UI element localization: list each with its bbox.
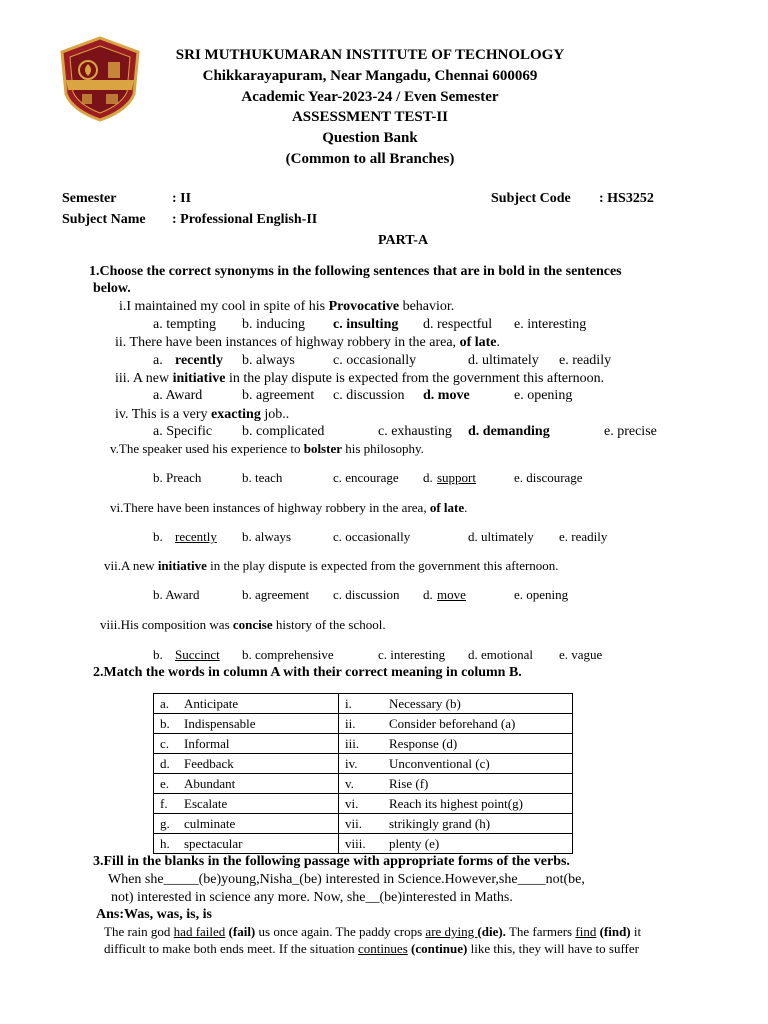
subject-name-value: : Professional English-II xyxy=(172,212,318,227)
question-item: vi.There have been instances of highway robbery in the area, of late. xyxy=(110,500,468,515)
table-row: d. Feedback iv. Unconventional (c) xyxy=(154,754,573,774)
option: b. Preach xyxy=(153,470,202,485)
q3-line1: When she_____(be)young,Nisha_(be) interested in Science.However,she____not(be, xyxy=(108,872,585,887)
table-row: c. Informal iii. Response (d) xyxy=(154,734,573,754)
option: d. ultimately xyxy=(468,529,534,544)
question-item: ii. There have been instances of highway robbery in the area, of late. xyxy=(115,335,500,350)
option: c. discussion xyxy=(333,388,405,403)
option: c. exhausting xyxy=(378,424,452,439)
option: b. always xyxy=(242,529,292,544)
q2-title: 2.Match the words in column A with their correct meaning in column B. xyxy=(93,665,522,680)
option: b. Award xyxy=(153,587,200,602)
option-answer: c. insulting xyxy=(333,317,399,332)
option: b. xyxy=(153,529,163,544)
option: e. readily xyxy=(559,529,608,544)
test-title: ASSESSMENT TEST-II xyxy=(291,109,449,125)
option: c. occasionally xyxy=(333,529,411,544)
table-row: b. Indispensable ii. Consider beforehand (a) xyxy=(154,714,573,734)
option: d. ultimately xyxy=(468,353,539,368)
option: b. xyxy=(153,647,163,662)
option: c. encourage xyxy=(333,470,399,485)
option: d. xyxy=(423,470,433,485)
scope: (Common to all Branches) xyxy=(285,151,455,167)
option: d. emotional xyxy=(468,647,533,662)
question-item: viii.His composition was concise history of the school. xyxy=(100,617,386,632)
option: a. Award xyxy=(153,388,203,403)
part-title: PART-A xyxy=(378,233,429,248)
semester-value: : II xyxy=(172,191,192,206)
option: d. respectful xyxy=(423,317,493,332)
option-answer: d. demanding xyxy=(468,424,550,439)
option: a. xyxy=(153,353,163,368)
option: c. occasionally xyxy=(333,353,417,368)
option: b. complicated xyxy=(242,424,325,439)
q3-title: 3.Fill in the blanks in the following passage with appropriate forms of the verbs. xyxy=(93,854,570,869)
option: b. always xyxy=(242,353,295,368)
q1-title-cont: below. xyxy=(93,281,131,296)
subject-code-value: : HS3252 xyxy=(599,191,654,206)
option-answer: support xyxy=(437,470,476,485)
table-row: g. culminate vii. strikingly grand (h) xyxy=(154,814,573,834)
table-row: a. Anticipate i. Necessary (b) xyxy=(154,694,573,714)
option: c. discussion xyxy=(333,587,400,602)
subject-code-label: Subject Code xyxy=(491,191,571,206)
option-answer: Succinct xyxy=(175,647,220,662)
option: e. vague xyxy=(559,647,603,662)
institute-name: SRI MUTHUKUMARAN INSTITUTE OF TECHNOLOGY xyxy=(175,47,565,63)
table-row: f. Escalate vi. Reach its highest point(g) xyxy=(154,794,573,814)
table-row: h. spectacular viii. plenty (e) xyxy=(154,834,573,854)
q3-line2: not) interested in science any more. Now, she__(be)interested in Maths. xyxy=(111,890,513,905)
option: b. agreement xyxy=(242,388,315,403)
passage-line1: The rain god had failed (fail) us once again. The paddy crops are dying (die). The farmers find (find) it xyxy=(104,924,642,939)
match-table xyxy=(153,693,573,854)
question-item: iii. A new initiative in the play dispute is expected from the government this afternoon. xyxy=(115,371,605,386)
doc-type: Question Bank xyxy=(322,130,418,146)
option: c. interesting xyxy=(378,647,446,662)
question-item: iv. This is a very exacting job.. xyxy=(115,407,290,422)
option: b. agreement xyxy=(242,587,310,602)
q1-title: 1.Choose the correct synonyms in the following sentences that are in bold in the sentences xyxy=(89,264,622,279)
option: b. inducing xyxy=(242,317,305,332)
subject-name-label: Subject Name xyxy=(62,212,146,227)
option: a. tempting xyxy=(153,317,216,332)
academic-year: Academic Year-2023-24 / Even Semester xyxy=(241,89,499,105)
option: e. discourage xyxy=(514,470,583,485)
option: e. opening xyxy=(514,388,573,403)
semester-label: Semester xyxy=(62,191,117,206)
question-item: i.I maintained my cool in spite of his Provocative behavior. xyxy=(119,299,455,314)
q3-answer: Ans:Was, was, is, is xyxy=(96,907,212,922)
question-item: v.The speaker used his experience to bolster his philosophy. xyxy=(110,441,424,456)
table-row: e. Abundant v. Rise (f) xyxy=(154,774,573,794)
option: e. precise xyxy=(604,424,657,439)
option: e. readily xyxy=(559,353,612,368)
option: b. comprehensive xyxy=(242,647,334,662)
option-answer: recently xyxy=(175,353,223,368)
option-answer: recently xyxy=(175,529,217,544)
option: a. Specific xyxy=(153,424,213,439)
option: e. interesting xyxy=(514,317,587,332)
option: e. opening xyxy=(514,587,569,602)
option: b. teach xyxy=(242,470,283,485)
option-answer: move xyxy=(437,587,466,602)
option: d. xyxy=(423,587,433,602)
institute-address: Chikkarayapuram, Near Mangadu, Chennai 600069 xyxy=(202,68,538,84)
passage-line2: difficult to make both ends meet. If the situation continues (continue) like this, they will have to suffer xyxy=(104,941,639,956)
option-answer: d. move xyxy=(423,388,470,403)
question-item: vii.A new initiative in the play dispute is expected from the government this afternoon. xyxy=(104,558,559,573)
